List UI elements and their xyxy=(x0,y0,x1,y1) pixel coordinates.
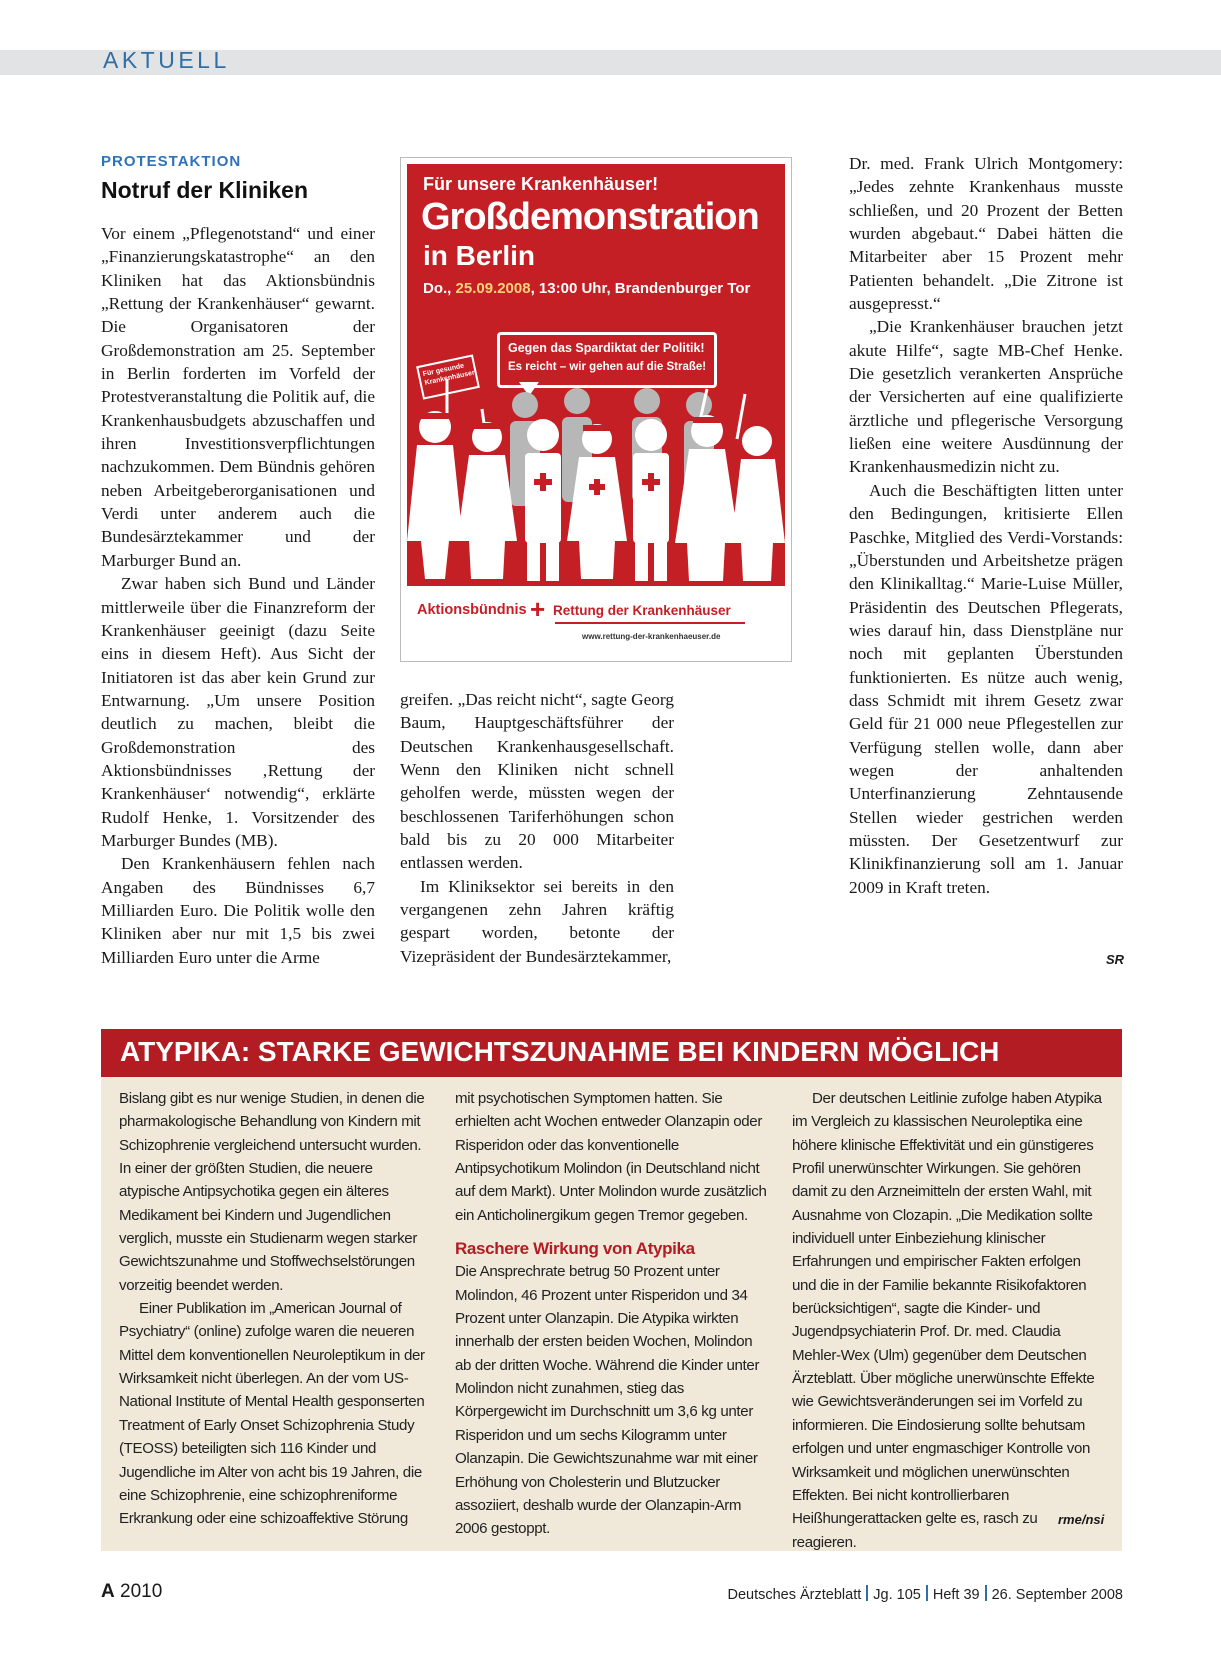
poster-url: www.rettung-der-krankenhaeuser.de xyxy=(582,632,721,641)
poster-footer-underline xyxy=(555,622,745,624)
info-box-paragraph: Bislang gibt es nur wenige Studien, in denen die pharmakologische Behandlung von Kindern mit Schizophrenie vergleichend untersucht wurden. In einer der größten Studien, die neuere atypische Antipsychotika gegen ein älteres Medikament bei Kindern und Jugendlichen verglich, musste ein Studienarm wegen starker Gewichtszunahme und Stoffwechselstörungen vorzeitig beendet werden. xyxy=(119,1090,425,1294)
poster-date-line xyxy=(423,280,750,297)
info-box-paragraph: Einer Publikation im „American Journal of Psychiatry“ (online) zufolge waren die neueren Mittel dem konventionellen Neuroleptikum in der Wirksamkeit nicht überlegen. An der vom US-National Institute of Mental Health gesponserten Treatment of Early Onset Schizophrenia Study (TEOSS) beteiligten sich 116 Kinder und Jugendliche im Alter von acht bis 19 Jahren, die eine Schizophrenie, eine schizophreniforme Erkrankung oder eine schizoaffektive Störung xyxy=(119,1300,425,1528)
info-box-paragraph: mit psychotischen Symptomen hatten. Sie erhielten acht Wochen entweder Olanzapin oder Risperidon oder das konventionelle Antipsychotikum Molindon (in Deutschland nicht auf dem Markt). Unter Molindon wurde zusätzlich ein Anticholinergikum gegen Tremor gegeben. xyxy=(455,1090,767,1224)
info-box-paragraph: Der deutschen Leitlinie zufolge haben Atypika im Vergleich zu klassischen Neuroleptika eine höhere klinische Effektivität und ein günstigeres Profil unerwünschter Wirkungen. Sie gehören damit zu den Arzneimitteln der ersten Wahl, mit Ausnahme von Clozapin. „Die Medikation sollte individuell unter Einbeziehung klinischer Erfahrungen und empirischer Fakten erfolgen und die in der Familie bekannte Risikofaktoren berücksichtigen“, sagte die Kinder- und Jugendpsychiaterin Prof. Dr. med. Claudia Mehler-Wex (Ulm) gegenüber dem Deutschen Ärzteblatt. Über mögliche unerwünschte Effekte wie Gewichtsveränderungen sei im Vorfeld zu informieren. Die Eindosierung sollte behutsam erfolgen und unter engmaschiger Kontrolle von Wirksamkeit und möglichen unerwünschten Effekten. Bei nicht kontrollierbaren Heißhungerattacken gelte es, rasch zu reagieren. xyxy=(792,1090,1102,1551)
article-paragraph: Den Krankenhäusern fehlen nach Angaben des Bündnisses 6,7 Milliarden Euro. Die Politik wolle den Kliniken aber nur mit 1,5 bis zwei Milliarden Euro unter die Arme xyxy=(101,854,375,967)
poster-bubble-line-1: Gegen das Spardiktat der Politik! xyxy=(508,341,705,355)
article-byline: SR xyxy=(1106,952,1125,967)
info-box-byline: rme/nsi xyxy=(1058,1512,1105,1527)
article-paragraph: Im Kliniksektor sei bereits in den vergangenen zehn Jahren kräftig gespart worden, betonte der Vizepräsident der Bundesärztekammer, xyxy=(400,876,674,966)
info-box-paragraph: Die Ansprechrate betrug 50 Prozent unter Molindon, 46 Prozent unter Risperidon und 34 Prozent unter Olanzapin. Die Atypika wirkten innerhalb der ersten beiden Wochen, Molindon ab der dritten Woche. Während die Kinder unter Molindon nicht zunahmen, stieg das Körpergewicht im Durchschnitt um 3,6 kg unter Risperidon und um sechs Kilogramm unter Olanzapin. Die Gewichtszunahme war mit einer Erhöhung von Cholesterin und Blutzucker assoziiert, deshalb wurde der Olanzapin-Arm 2006 gestoppt. xyxy=(455,1263,760,1538)
journal-volume: Jg. 105 xyxy=(873,1587,921,1603)
poster-red-area xyxy=(407,164,785,586)
journal-footer xyxy=(727,1585,1123,1603)
info-box-column-2 xyxy=(455,1087,767,1541)
page-number xyxy=(101,1581,162,1603)
article-headline: Notruf der Kliniken xyxy=(101,177,309,203)
article-kicker: PROTESTAKTION xyxy=(101,153,242,170)
poster-footer-left: Aktionsbündnis xyxy=(417,602,527,618)
info-box-title: ATYPIKA: STARKE GEWICHTSZUNAHME BEI KINDERN MÖGLICH xyxy=(120,1036,1000,1067)
journal-name: Deutsches Ärzteblatt xyxy=(727,1587,862,1603)
info-box-subheading: Raschere Wirkung von Atypika xyxy=(455,1239,695,1259)
article-column-1 xyxy=(101,222,375,969)
footer-separator xyxy=(866,1585,868,1601)
footer-separator xyxy=(926,1585,928,1601)
article-paragraph: Zwar haben sich Bund und Länder mittlerweile über die Finanzreform der Krankenhäuser geeinigt (dazu Seite eins in diesem Heft). Aus Sicht der Initiatoren ist das aber kein Grund zur Entwarnung. „Um unsere Position deutlich zu machen, bleibt die Großdemonstration des Aktionsbündnisses ‚Rettung der Krankenhäuser‘ notwendig“, erklärte Rudolf Henke, 1. Vorsitzender des Marburger Bundes (MB). xyxy=(101,574,375,850)
poster-small-sign-text: Für gesunde Krankenhäuser! xyxy=(422,362,478,387)
poster-line-1: Für unsere Krankenhäuser! xyxy=(423,174,659,194)
poster-date-suffix: , 13:00 Uhr, Brandenburger Tor xyxy=(530,280,751,297)
info-box-column-3 xyxy=(792,1087,1104,1554)
poster-footer xyxy=(407,588,785,655)
article-paragraph: Auch die Beschäftigten litten unter den Bedingungen, kritisierte Ellen Paschke, Mitglied des Verdi-Vorstands: „Überstunden und Arbeitshetze prägen den Klinikalltag.“ Marie-Luise Müller, Präsidentin des Deutschen Pflegerats, wies darauf hin, dass Dienstpläne nur noch mit geplanten Überstunden funktionierten. Es nütze auch wenig, dass Schmidt mit ihrem Gesetz zwar Geld für 21 000 neue Pflegestellen zur Verfügung stellen wolle, dann aber wegen der anhaltenden Unterfinanzierung Zehntausende Stellen wieder gestrichen werden müssten. Der Gesetzentwurf zur Klinikfinanzierung soll am 1. Januar 2009 in Kraft treten. xyxy=(849,480,1123,897)
poster-line-3: in Berlin xyxy=(423,240,536,271)
poster-date: 25.09.2008 xyxy=(455,280,531,297)
poster-date-prefix: Do., xyxy=(423,280,452,297)
poster-bubble-line-2: Es reicht – wir gehen auf die Straße! xyxy=(508,361,707,373)
poster-footer-plus: + xyxy=(530,594,546,624)
page-number-value: 2010 xyxy=(120,1581,163,1602)
article-paragraph: Vor einem „Pflegenotstand“ und einer „Finanzierungskatastrophe“ an den Kliniken hat das Aktionsbündnis „Rettung der Krankenhäuser“ gewarnt. Die Organisatoren der Großdemonstration am 25. September in Berlin forderten im Vorfeld der Protestveranstaltung die Politik auf, die Krankenhausbudgets abzuschaffen und ihren Investitionsverpflichtungen nachzukommen. Dem Bündnis gehören neben Arbeitgeberorganisationen und Verdi unter anderem auch die Bundesärztekammer und der Marburger Bund an. xyxy=(101,224,375,570)
demonstration-poster xyxy=(400,157,792,662)
poster-line-2: Großdemonstration xyxy=(421,196,759,238)
article-column-3 xyxy=(849,152,1123,899)
article-paragraph: Dr. med. Frank Ulrich Montgomery: „Jedes zehnte Krankenhaus musste schließen, und 20 Prozent der Betten wurden abgebaut.“ Dabei hätten die Mitarbeiter aber 15 Prozent mehr Patienten behandelt. „Die Zitrone ist ausgepresst.“ xyxy=(849,154,1123,314)
article-paragraph: greifen. „Das reicht nicht“, sagte Georg Baum, Hauptgeschäftsführer der Deutschen Krankenhausgesellschaft. Wenn den Kliniken nicht schnell geholfen werde, müssten wegen der beschlossenen Tariferhöhungen schon bald bis zu 20 000 Mitarbeiter entlassen werden. xyxy=(400,690,674,873)
poster-crowd-illustration xyxy=(407,379,785,584)
article-paragraph: „Die Krankenhäuser brauchen jetzt akute Hilfe“, sagte MB-Chef Henke. Die gesetzlich verankerten Ansprüche der Versicherten auf eine qualifizierte ärztliche und pflegerische Versorgung ließen eine weitere Ausdünnung der Krankenhausmedizin nicht zu. xyxy=(849,317,1123,477)
article-column-2 xyxy=(400,688,674,968)
journal-issue: Heft 39 xyxy=(932,1587,980,1603)
section-label: AKTUELL xyxy=(103,47,230,73)
footer-separator xyxy=(985,1585,987,1601)
info-box-column-1 xyxy=(119,1087,431,1531)
journal-date: 26. September 2008 xyxy=(991,1587,1123,1603)
poster-footer-right: Rettung der Krankenhäuser xyxy=(553,603,731,618)
page-prefix: A xyxy=(101,1581,115,1602)
